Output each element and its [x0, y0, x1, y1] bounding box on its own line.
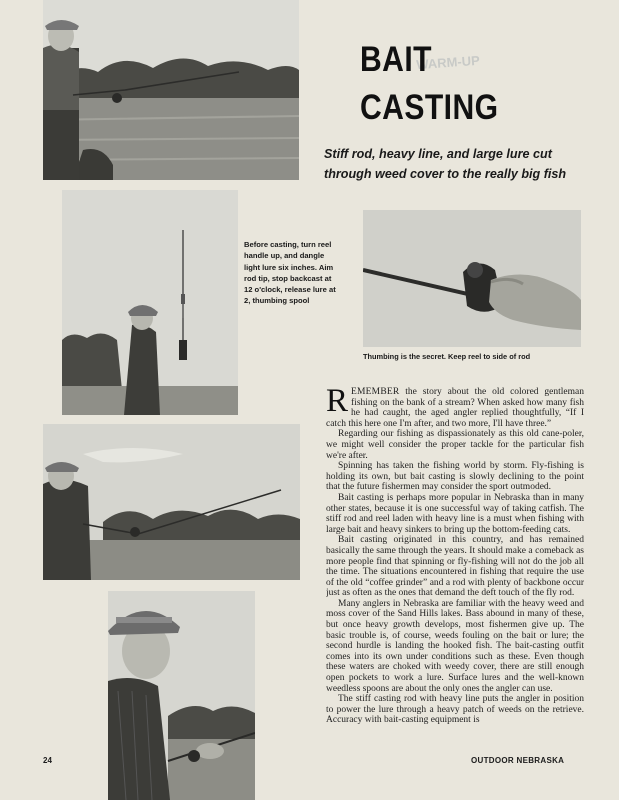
reel-thumbing-photo [363, 210, 581, 347]
article-lead-paragraph [326, 387, 584, 429]
title-line-2: CASTING [360, 88, 499, 127]
reel-caption: Thumbing is the secret. Keep reel to side of rod [363, 352, 531, 361]
drop-cap: R [326, 387, 349, 419]
article-body [326, 387, 584, 755]
article-paragraph: Many anglers in Nebraska are familiar with the heavy weed and moss cover of the Sand Hills lakes. Bass abound in many of these, but once heavy growth develops, most fishermen give up. The basic trouble is, of course, weeds fouling on the bait or lure; the second hurdle is landing the hooked fish. The bait-casting outfit comes into its own under conditions such as these. Even though these waters are choked with weedy cover, there are still enough open pockets to work a lure. Surface lures and the well-known weedless spoons are about the only ones the angler can use. [326, 598, 584, 694]
article-paragraph: The stiff casting rod with heavy line puts the angler in position to power the lure through a heavy patch of weeds on the retrieve. Accuracy with bait-casting equipment is [326, 694, 584, 726]
title-line-1: BAIT [360, 40, 432, 79]
article-paragraph: Bait casting is perhaps more popular in Nebraska than in many other states, because it is one successful way of taking catfish. The stiff rod and reel laden with heavy line is a must when fishing with large bait and heavy sinkers to bring up the bottom-feeding cats. [326, 492, 584, 535]
subtitle: Stiff rod, heavy line, and large lure cut through weed cover to the really big fish [324, 147, 567, 181]
photo-reel-hand-icon [363, 210, 581, 347]
lead-text: the story about the old colored gentleman fishing on the bank of a stream? When asked how many fish he had caught, the aged angler replied thoughtfully, “If I catch this here one I'm after, and two more, I'll have three.” [326, 387, 584, 429]
background-mark: WARM-UP [415, 52, 481, 73]
photo-angler-cast-icon [43, 0, 299, 180]
photo-angler-backcast-icon [62, 190, 238, 415]
article-paragraph: Bait casting originated in this country, and has remained basically the same through the years. It should make a comeback as more people find that spinning or fly-fishing will not do the job all the time. The situations encountered in fishing that require the use of the old “coffee grinder” and a rod with plenty of backbone occur just as often as the ones that demand the deft touch of the fly rod. [326, 535, 584, 599]
magazine-name: OUTDOOR NEBRASKA [471, 756, 565, 765]
photo-angler-forward-icon [43, 424, 300, 580]
article-paragraph: Regarding our fishing as dispassionately as this old cane-poler, we might well consider the proper tackle for the particular fish we're after. [326, 429, 584, 461]
lead-caps: EMEMBER [351, 387, 400, 397]
casting-caption: Before casting, turn reel handle up, and dangle light lure six inches. Aim rod tip, stop backcast at 12 o'clock, release lure at 2, thumbing spool [244, 240, 336, 306]
angler-followthrough-photo [43, 424, 300, 580]
page-number: 24 [43, 756, 52, 765]
article-paragraph: Spinning has taken the fishing world by storm. Fly-fishing is holding its own, but bait casting is slowly declining to the point that the future fishermen may consider the sport outmoded. [326, 461, 584, 493]
photo-angler-closeup-icon [108, 591, 255, 800]
angler-closeup-photo [108, 591, 255, 800]
angler-casting-lake-photo [43, 0, 299, 180]
angler-backcast-photo [62, 190, 238, 415]
page-title [360, 36, 532, 132]
